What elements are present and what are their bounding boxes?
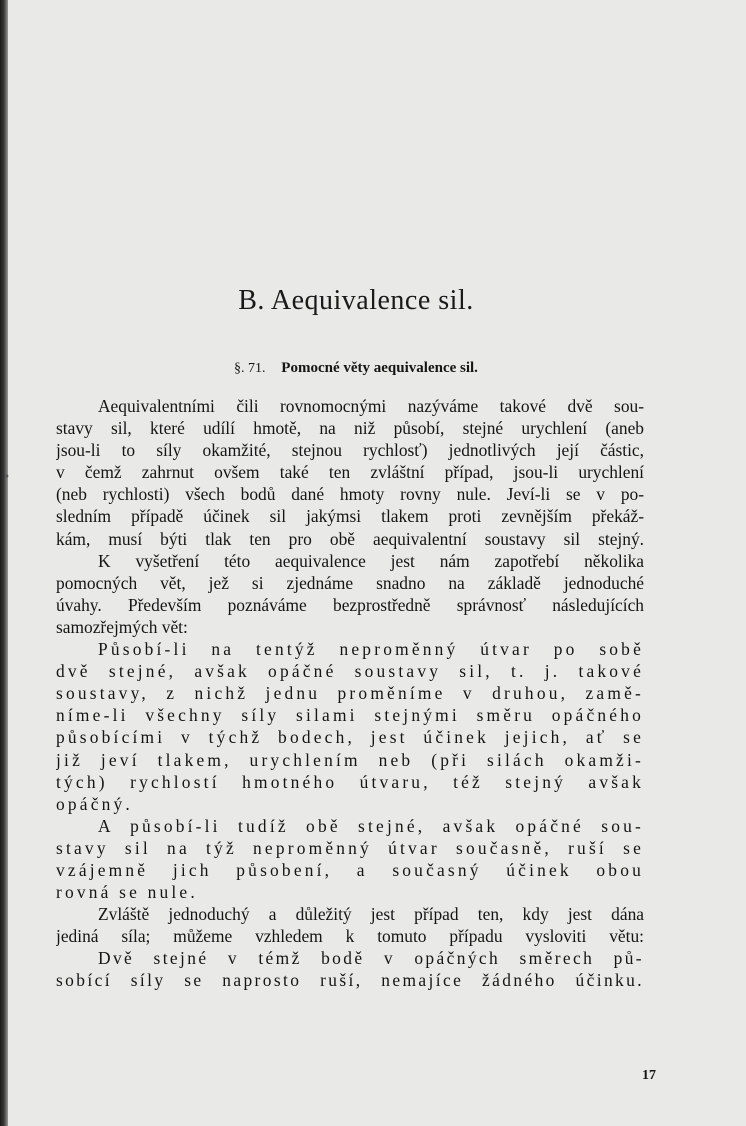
emphasized-line: rovná se nule.: [56, 882, 198, 903]
emphasized-line: již jeví tlakem, urychlením neb (při silách okamži-: [56, 749, 644, 770]
body-text: [56, 395, 644, 992]
text-line: pomocných vět, jež si zjednáme snadno na základě jednoduché: [56, 572, 644, 593]
emphasized-line: Dvě stejné v témž bodě v opáčných směrech pů-: [98, 948, 644, 969]
emphasized-line: soustavy, z nichž jednu proměníme v druhou, zamě-: [56, 683, 644, 704]
emphasized-line: Působí-li na tentýž neproměnný útvar po sobě: [98, 639, 644, 660]
text-line: samozřejmých vět:: [56, 616, 188, 637]
book-page: [56, 0, 656, 1126]
emphasized-line: stavy sil na týž neproměnný útvar současně, ruší se: [56, 837, 644, 858]
text-line: Zvláště jednoduchý a důležitý jest případ ten, kdy jest dána: [98, 904, 644, 925]
emphasized-line: vzájemně jich působení, a současný účinek obou: [56, 859, 644, 880]
text-line: (neb rychlosti) všech bodů dané hmoty rovny nule. Jeví-li se v po-: [56, 484, 644, 505]
emphasized-line: níme-li všechny síly silami stejnými směru opáčného: [56, 705, 644, 726]
section-title: B. Aequivalence sil.: [238, 285, 474, 316]
text-line: stavy sil, které udílí hmotě, na niž působí, stejné urychlení (aneb: [56, 418, 644, 439]
text-line: jediná síla; můžeme vzhledem k tomuto případu vysloviti větu:: [56, 926, 644, 947]
text-line: sledním případě účinek sil jakýmsi tlakem proti zevnějším překáž-: [56, 506, 644, 527]
text-line: K vyšetření této aequivalence jest nám zapotřebí několika: [98, 550, 644, 571]
margin-mark: •: [4, 472, 10, 483]
text-line: Aequivalentními čili rovnomocnými nazýváme takové dvě sou-: [98, 396, 644, 416]
book-binding-edge: [0, 0, 8, 1126]
emphasized-line: A působí-li tudíž obě stejné, avšak opáčné sou-: [98, 815, 644, 836]
emphasized-line: tých) rychlostí hmotného útvaru, též stejný avšak: [56, 771, 644, 792]
paragraph-number: §. 71.: [234, 361, 266, 376]
text-line: úvahy. Především poznáváme bezprostředně správnosť následujících: [56, 594, 644, 615]
paragraph-heading: [56, 360, 656, 377]
emphasized-line: sobící síly se naprosto ruší, nemajíce žádného účinku.: [56, 970, 644, 991]
text-line: kám, musí býti tlak ten pro obě aequivalentní soustavy sil stejný.: [56, 528, 644, 549]
text-line: jsou-li to síly okamžité, stejnou rychlosť) jednotlivých její částic,: [56, 440, 644, 461]
emphasized-line: opáčný.: [56, 793, 133, 814]
paragraph-title: Pomocné věty aequivalence sil.: [281, 360, 478, 376]
emphasized-line: dvě stejné, avšak opáčné soustavy sil, t. j. takové: [56, 661, 644, 682]
text-line: v čemž zahrnut ovšem také ten zvláštní případ, jsou-li urychlení: [56, 462, 644, 483]
emphasized-line: působícími v týchž bodech, jest účinek jejich, ať se: [56, 727, 644, 748]
page-number: 17: [642, 1068, 656, 1083]
